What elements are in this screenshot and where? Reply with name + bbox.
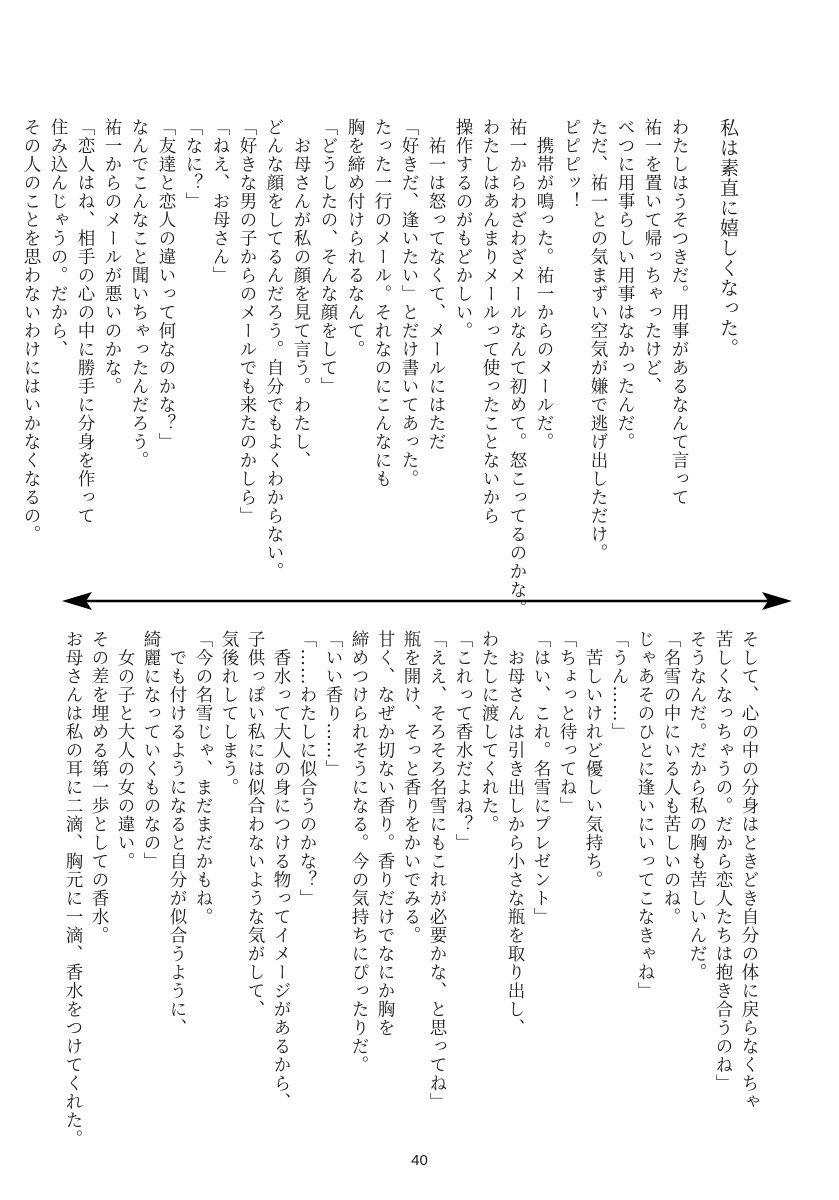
lower-line-7: 苦しいけれど優しい気持ち。 xyxy=(583,630,603,889)
upper-line-21: なんでこんなこと聞いちゃったんだろう。 xyxy=(129,118,149,470)
upper-line-19: 「なに？」 xyxy=(183,118,203,211)
lower-line-27: お母さんは私の耳に二滴、胸元に一滴、香水をつけてくれた。 xyxy=(63,630,83,1148)
upper-line-8: わたしはあんまりメールって使ったことないから xyxy=(480,118,500,525)
upper-line-25: その人のことを思わないわけにはいかなくなるの。 xyxy=(21,118,41,544)
lower-line-6: 「うん……」 xyxy=(609,630,629,741)
upper-line-16: どんな顔をしてるんだろう。自分でもよくわからない。 xyxy=(264,118,284,581)
lower-line-18: 「……わたしに似合うのかな？」 xyxy=(297,630,317,908)
lower-line-14: 瓶を開け、そっと香りをかいでみる。 xyxy=(401,630,421,945)
lower-line-10: お母さんは引き出しから小さな瓶を取り出し、 xyxy=(505,630,525,1037)
upper-line-17: 「好きな男の子からのメールでも来たのかしら」 xyxy=(237,118,257,525)
lower-line-16: 締めつけられそうになる。今の気持ちにぴったりだ。 xyxy=(349,630,369,1074)
upper-line-4: ただ、祐一との気まずい空気が嫌で逃げ出しただけ。 xyxy=(588,118,608,562)
lower-line-11: わたしに渡してくれた。 xyxy=(479,630,499,834)
upper-line-20: 「友達と恋人の違いって何なのかな？」 xyxy=(156,118,176,451)
upper-line-14: 「どうしたの、そんな顔をして」 xyxy=(318,118,338,396)
lower-line-22: 「今の名雪じゃ、まだまだかもね。 xyxy=(193,630,213,926)
upper-line-18: 「ねえ、お母さん」 xyxy=(210,118,230,285)
lower-line-25: 女の子と大人の女の違い。 xyxy=(115,630,135,871)
upper-line-3: べつに用事らしい用事はなかったんだ。 xyxy=(615,118,635,451)
upper-line-2: 祐一を置いて帰っちゃったけど、 xyxy=(642,118,662,396)
lower-line-13: 「ええ、そろそろ名雪にもこれが必要かな、と思ってね」 xyxy=(427,630,447,1111)
upper-line-24: 住み込んじゃうの。だから、 xyxy=(48,118,68,359)
lower-line-20: 子供っぽい私には似合わないような気がして、 xyxy=(245,630,265,1019)
lower-line-19: 香水って大人の身につける物ってイメージがあるから、 xyxy=(271,630,291,1111)
upper-line-11: 「好きだ、逢いたい」とだけ書いてあった。 xyxy=(399,118,419,488)
upper-line-15: お母さんが私の顔を見て言う。わたし、 xyxy=(291,118,311,470)
lower-line-23: でも付けるようになると自分が似合うように、 xyxy=(167,630,187,1037)
lower-line-24: 綺麗になっていくものなの」 xyxy=(141,630,161,871)
upper-line-22: 祐一からのメールが悪いのかな。 xyxy=(102,118,122,396)
upper-line-6: 携帯が鳴った。祐一からのメールだ。 xyxy=(534,118,554,451)
upper-title-line: 私は素直に嬉しくなった。 xyxy=(717,118,739,358)
lower-line-12: 「これって香水だよね？」 xyxy=(453,630,473,852)
lower-line-26: その差を埋める第一歩としての香水。 xyxy=(89,630,109,945)
upper-line-23: 「恋人はね、相手の心の中に勝手に分身を作って xyxy=(75,118,95,525)
upper-line-13: 胸を締め付けられるなんて。 xyxy=(345,118,365,359)
lower-line-15: 甘く、なぜか切ない香り。香りだけでなにか胸を xyxy=(375,630,395,1037)
upper-line-7: 祐一からわざわざメールなんて初めて。怒こってるのかな。 xyxy=(507,118,527,618)
upper-line-9: 操作するのがもどかしい。 xyxy=(453,118,473,340)
upper-line-1: わたしはうそつきだ。用事があるなんて言って xyxy=(669,118,689,507)
upper-line-10: 祐一は怒ってなくて、メールにはただ xyxy=(426,118,446,451)
lower-line-5: じゃあそのひとに逢いにいってこなきゃね」 xyxy=(635,630,655,1000)
lower-line-2: 苦しくなっちゃうの。だから恋人たちは抱き合うのね」 xyxy=(713,630,733,1093)
lower-line-4: 「名雪の中にいる人も苦しいのね。 xyxy=(661,630,681,926)
lower-line-3: そうなんだ。だから私の胸も苦しいんだ。 xyxy=(687,630,707,982)
lower-line-21: 気後れしてしまう。 xyxy=(219,630,239,797)
upper-line-5: ピピピッ！ xyxy=(561,118,581,211)
lower-line-8: 「ちょっと待ってね」 xyxy=(557,630,577,815)
lower-line-9: 「はい、これ。名雪にプレゼント」 xyxy=(531,630,551,926)
lower-line-1: そして、心の中の分身はときどき自分の体に戻らなくちゃ xyxy=(739,630,759,1111)
double-arrow-divider-icon xyxy=(62,590,792,612)
page-number: 40 xyxy=(411,1152,428,1169)
lower-line-17: 「いい香り……」 xyxy=(323,630,343,778)
upper-line-12: たった一行のメール。それなのにこんなにも xyxy=(372,118,392,488)
